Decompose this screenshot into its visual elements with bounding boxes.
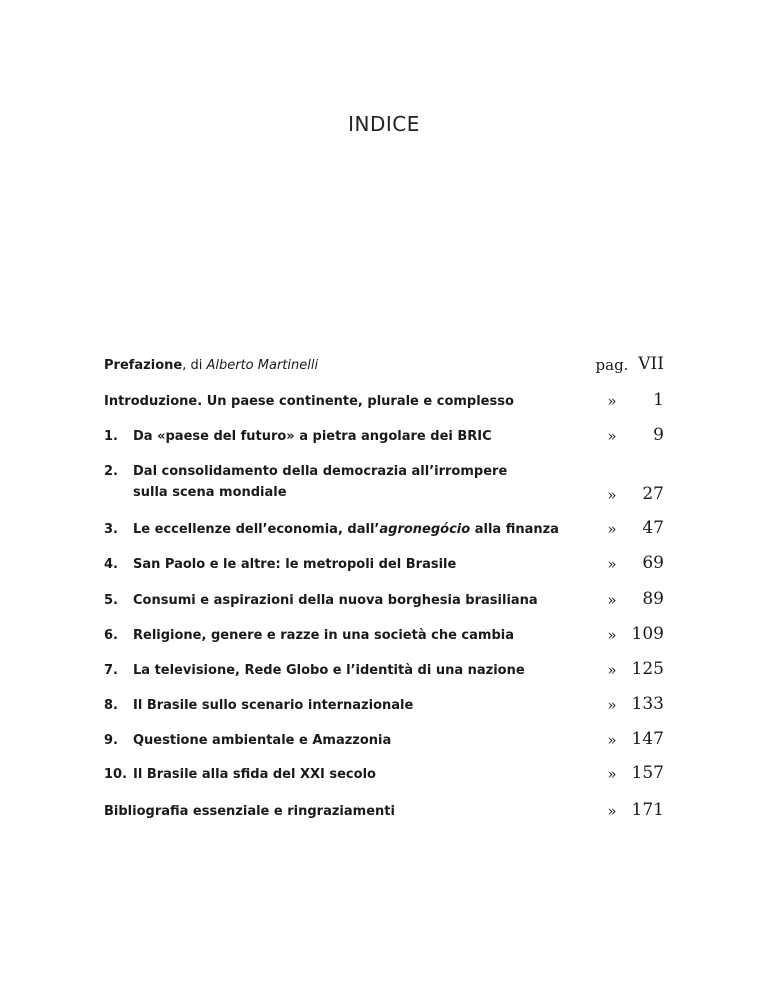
- entry-label: Bibliografia essenziale e ringraziamenti: [104, 804, 395, 819]
- chapter-number: 8.: [104, 698, 118, 713]
- entry-label-rest: , di: [182, 358, 207, 373]
- ditto-mark: »: [607, 591, 617, 609]
- ditto-mark: »: [607, 765, 617, 783]
- entry-label: Questione ambientale e Amazzonia: [133, 733, 392, 748]
- entry-label: San Paolo e le altre: le metropoli del Brasile: [133, 557, 457, 572]
- ditto-mark: »: [607, 520, 617, 538]
- page-number: 157: [631, 763, 664, 783]
- entry-label: Da «paese del futuro» a pietra angolare dei BRIC: [133, 429, 492, 444]
- chapter-number: 3.: [104, 522, 118, 537]
- page-mark: pag.: [595, 356, 629, 374]
- entry-label-italic: agronegócio: [379, 522, 471, 537]
- chapter-number: 7.: [104, 663, 118, 678]
- entry-label: Il Brasile alla sfida del XXI secolo: [133, 767, 376, 782]
- page-title: INDICE: [348, 112, 420, 136]
- chapter-number: 6.: [104, 628, 118, 643]
- chapter-number: 5.: [104, 593, 118, 608]
- entry-author: Alberto Martinelli: [206, 358, 319, 373]
- chapter-number: 10.: [104, 767, 128, 782]
- ditto-mark: »: [607, 626, 617, 644]
- ditto-mark: »: [607, 555, 617, 573]
- page-number: 9: [653, 425, 664, 445]
- ditto-mark: »: [607, 802, 617, 820]
- page-number: 125: [631, 659, 664, 679]
- page-number: 69: [642, 553, 664, 573]
- chapter-number: 9.: [104, 733, 118, 748]
- page-number: 27: [642, 484, 664, 504]
- page-number: 109: [631, 624, 664, 644]
- chapter-number: 1.: [104, 429, 118, 444]
- entry-label: La televisione, Rede Globo e l’identità di una nazione: [133, 663, 525, 678]
- ditto-mark: »: [607, 486, 617, 504]
- entry-label: Introduzione. Un paese continente, plurale e complesso: [104, 394, 514, 409]
- chapter-number: 2.: [104, 464, 118, 479]
- entry-label: Il Brasile sullo scenario internazionale: [133, 698, 414, 713]
- ditto-mark: »: [607, 392, 617, 410]
- entry-label: Religione, genere e razze in una società che cambia: [133, 628, 514, 643]
- ditto-mark: »: [607, 427, 617, 445]
- entry-label: Consumi e aspirazioni della nuova borghesia brasiliana: [133, 593, 538, 608]
- page-number: 133: [631, 694, 664, 714]
- page-number: 1: [653, 390, 664, 410]
- page-number: 47: [642, 518, 664, 538]
- entry-label: Dal consolidamento della democrazia all’irrompere: [133, 464, 508, 479]
- entry-label-end: alla finanza: [470, 522, 559, 537]
- entry-label: Le eccellenze dell’economia, dall’: [133, 522, 380, 537]
- page-number: 147: [631, 729, 664, 749]
- ditto-mark: »: [607, 696, 617, 714]
- page-number: VII: [638, 354, 664, 374]
- ditto-mark: »: [607, 661, 617, 679]
- page-number: 89: [642, 589, 664, 609]
- page-number: 171: [631, 800, 664, 820]
- entry-label: Prefazione: [104, 358, 183, 373]
- chapter-number: 4.: [104, 557, 118, 572]
- entry-label-line2: sulla scena mondiale: [133, 485, 287, 500]
- ditto-mark: »: [607, 731, 617, 749]
